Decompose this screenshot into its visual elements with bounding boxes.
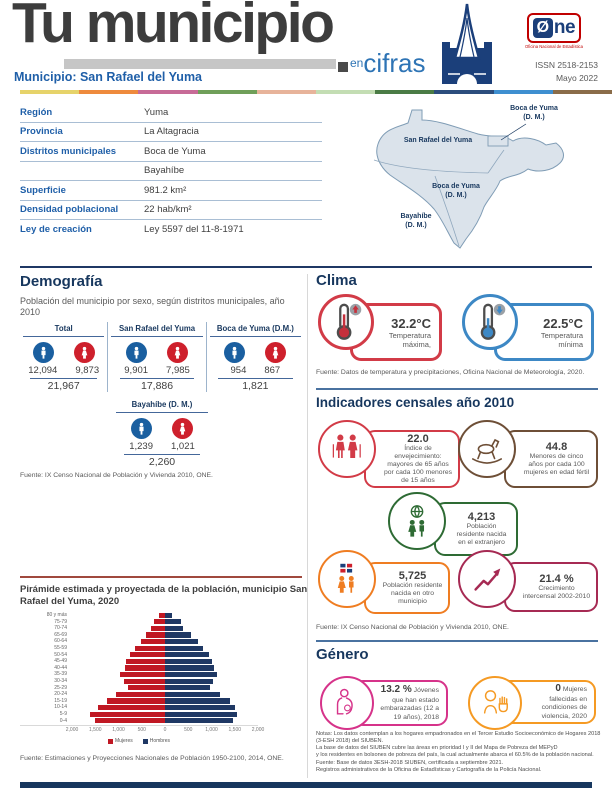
demografia-group-values [210, 365, 301, 376]
pyramid-age-label: 35-39 [54, 671, 67, 678]
pregnant-woman-icon [320, 676, 374, 730]
pyramid-bar-hombres [165, 632, 191, 637]
pyramid-axis-tick: 1,500 [88, 727, 102, 734]
column-divider [307, 274, 308, 778]
pyramid-row [20, 658, 304, 665]
indicadores-divider [316, 388, 598, 390]
legend-label: Hombres [149, 738, 171, 745]
pyramid-row [20, 612, 304, 619]
pyramid-bar-hombres [165, 712, 237, 717]
demografia-group-icons [111, 342, 202, 363]
legend-swatch-icon [143, 739, 148, 744]
info-row-value: 22 hab/km² [144, 204, 192, 216]
genero-note-line: Notas: Los datos contemplan a los hogares empadronados en el Tercer Estudio Socioeconómico de Hogares 2018 [316, 731, 601, 737]
pyramid-age-label: 80 y más [46, 612, 67, 618]
male-icon [37, 346, 50, 359]
encifras-cifras: cifras [363, 48, 426, 78]
pyramid-legend [20, 738, 258, 744]
section-divider-top [20, 266, 592, 268]
pyramid-bar-hombres [165, 672, 217, 677]
info-row-value: Ley 5597 del 11-8-1971 [144, 223, 244, 235]
male-icon [130, 346, 143, 359]
pyramid-legend-item [143, 738, 170, 744]
pyramid-bar-hombres [165, 692, 220, 697]
pyramid-left-zone [72, 652, 165, 657]
foreign-born-value: 4,213 [467, 510, 496, 523]
pyramid-left-zone [72, 712, 165, 717]
stripe-segment [198, 90, 257, 94]
one-logo [510, 13, 598, 49]
pyramid-bar-mujeres [125, 665, 165, 670]
info-table-row [20, 123, 322, 143]
demografia-group [206, 322, 304, 392]
stripe-segment [553, 90, 612, 94]
map-label-san-rafael: San Rafael del Yuma [403, 137, 473, 144]
pyramid-right-zone [165, 672, 258, 677]
pyramid-left-zone [72, 718, 165, 723]
pyramid-row [20, 718, 304, 725]
pyramid-row [20, 625, 304, 632]
stripe-segment [434, 90, 493, 94]
genero-note-line: Registros administrativos de la Oficina de Estadísticas y Cartografía de la Policía Nacional. [316, 766, 542, 773]
pyramid-bar-hombres [165, 652, 209, 657]
male-count: 954 [230, 365, 247, 376]
square-bullet-icon [338, 62, 348, 72]
pyramid-row [20, 652, 304, 659]
municipio-heading: Municipio: San Rafael del Yuma [14, 70, 203, 84]
pyramid-left-zone [72, 632, 165, 637]
info-table-row [20, 181, 322, 201]
violence-deaths-value: 0 [555, 683, 561, 695]
pyramid-age-label: 5-9 [59, 710, 67, 717]
pyramid-age-label: 55-59 [54, 644, 67, 651]
temp-max-label: Temperatura máxima, [388, 330, 431, 349]
aging-index-card [364, 430, 460, 488]
male-icon-circle [224, 342, 245, 363]
monument-icon [430, 2, 504, 86]
pyramid-right-zone [165, 646, 258, 651]
pyramid-left-zone [72, 659, 165, 664]
pyramid-row [20, 685, 304, 692]
page-title: Tu municipio [12, 0, 333, 55]
info-row-value: Boca de Yuma [144, 145, 206, 157]
stripe-segment [20, 90, 79, 94]
female-icon-circle [74, 342, 95, 363]
female-count: 9,873 [75, 365, 100, 376]
pyramid-age-label: 40-44 [54, 664, 67, 671]
pyramid-left-zone [72, 639, 165, 644]
pyramid-row [20, 619, 304, 626]
one-logo-ne: ne [553, 17, 576, 38]
piramide-divider [20, 576, 302, 578]
demografia-group-header: Total [23, 322, 104, 337]
stripe-segment [494, 90, 553, 94]
genero-divider [316, 640, 598, 642]
pyramid-right-zone [165, 692, 258, 697]
temp-min-value: 22.5°C [543, 315, 583, 331]
female-icon [269, 346, 282, 359]
demografia-group-total: 1,821 [218, 378, 293, 392]
pyramid-right-zone [165, 659, 258, 664]
genero-title: Género [316, 646, 369, 663]
genero-note-line: La base de datos del SIUBEN cubre las áreas en prioridad I y II del Mapa de Pobreza del MEPyD [316, 745, 558, 752]
thermometer-down-icon [469, 301, 511, 343]
title-underline-bar [64, 59, 336, 69]
woman-stop-hand-icon [468, 676, 522, 730]
male-icon [228, 346, 241, 359]
other-municipality-card [364, 562, 450, 614]
issue-date: Mayo 2022 [555, 73, 598, 83]
pyramid-left-zone [72, 672, 165, 677]
pyramid-age-label: 25-29 [54, 684, 67, 691]
info-table [20, 103, 322, 239]
teen-pregnancy-label: Jóvenes que han estado embarazadas (12 a 19 años), 2018 [380, 687, 439, 721]
one-logo-o-icon: Ø [533, 18, 553, 38]
pyramid-age-label: 45-49 [54, 658, 67, 665]
pyramid-age-label: 30-34 [54, 677, 67, 684]
demografia-group-values [116, 441, 208, 452]
pyramid-axis-tick: 1,000 [112, 727, 125, 734]
intercensal-growth-value: 21.4 % [539, 572, 574, 585]
pyramid-bar-hombres [165, 613, 172, 618]
female-count: 7,985 [166, 365, 190, 376]
genero-note-line: (3-ESH 2018) del SIUBEN. [316, 738, 384, 745]
map-label-bayahibe: Bayahíbe [400, 213, 432, 220]
clima-title: Clima [316, 272, 357, 289]
encifras-wordmark [338, 50, 425, 77]
demografia-group [107, 322, 205, 392]
pyramid-row [20, 678, 304, 685]
pyramid-bar-mujeres [116, 692, 165, 697]
pyramid-left-zone [72, 698, 165, 703]
svg-text:(D. M.): (D. M.) [405, 222, 427, 229]
pyramid-bar-hombres [165, 718, 233, 723]
pyramid-bar-mujeres [126, 659, 165, 664]
demografia-subtitle: Población del municipio por sexo, según distritos municipales, año 2010 [20, 296, 285, 318]
growth-arrow-icon [458, 550, 516, 608]
legend-label: Mujeres [114, 738, 133, 745]
violence-deaths-label: Mujeres fallecidas en condiciones de violencia, 2020 [541, 686, 587, 720]
stripe-segment [375, 90, 434, 94]
pyramid-left-zone [72, 665, 165, 670]
pyramid-bar-mujeres [90, 712, 165, 717]
pyramid-right-zone [165, 613, 258, 618]
pyramid-age-label: 10-14 [54, 704, 67, 711]
male-count: 12,094 [28, 365, 58, 376]
clima-fuente: Fuente: Datos de temperatura y precipitaciones, Oficina Nacional de Meteorología, 2020. [316, 369, 585, 376]
pyramid-right-zone [165, 639, 258, 644]
pyramid-axis-tick: 2,000 [251, 727, 265, 734]
pyramid-age-label: 0-4 [59, 717, 67, 724]
footer-bar [20, 782, 592, 788]
genero-note-line: y los residentes en bolsones de pobreza del país, la cual actualmente abarca el 60.5% de la población nacional. [316, 752, 594, 759]
pyramid-left-zone [72, 613, 165, 618]
pyramid-bar-mujeres [141, 639, 165, 644]
male-count: 9,901 [124, 365, 149, 376]
demografia-group-values [111, 365, 202, 376]
info-table-row [20, 220, 322, 239]
temp-max-circle [318, 294, 374, 350]
pyramid-bar-hombres [165, 685, 210, 690]
pyramid-axis-tick: 2,000 [65, 727, 79, 734]
globe-people-icon [388, 492, 446, 550]
stripe-segment [316, 90, 375, 94]
pyramid-bar-mujeres [120, 672, 165, 677]
info-row-label: Densidad poblacional [20, 204, 119, 216]
map-label-pointer [501, 124, 526, 140]
genero-notes [316, 731, 602, 774]
pyramid-row [20, 691, 304, 698]
info-table-row [20, 201, 322, 221]
pyramid-bar-hombres [165, 679, 213, 684]
info-row-value: Yuma [144, 106, 169, 118]
pyramid-right-zone [165, 652, 258, 657]
pyramid-right-zone [165, 685, 258, 690]
info-row-label: Distritos municipales [20, 145, 117, 157]
svg-text:(D. M.): (D. M.) [523, 114, 545, 121]
info-row-label: Superficie [20, 184, 66, 196]
pyramid-axis-tick: 500 [137, 727, 146, 734]
male-count: 1,239 [129, 441, 153, 452]
piramide-fuente: Fuente: Estimaciones y Proyecciones Nacionales de Población 1950-2100, 2014, ONE. [20, 755, 284, 762]
pyramid-axis [20, 725, 265, 735]
female-icon [78, 346, 91, 359]
pyramid-bar-hombres [165, 698, 230, 703]
aging-index-label: Índice de envejecimiento: mayores de 65 años por cada 100 menores de 15 años [384, 444, 453, 485]
demografia-table [20, 322, 304, 468]
demografia-group-header: Boca de Yuma (D.M.) [210, 322, 301, 337]
pyramid-left-zone [72, 705, 165, 710]
temp-min-circle [462, 294, 518, 350]
pyramid-left-zone [72, 619, 165, 624]
demografia-group-total: 2,260 [124, 454, 199, 468]
pyramid-row [20, 711, 304, 718]
stripe-segment [257, 90, 316, 94]
one-logo-box [527, 13, 581, 43]
pyramid-rows [20, 612, 304, 724]
pyramid-age-label: 20-24 [54, 691, 67, 698]
demografia-group-icons [116, 418, 208, 439]
pyramid-right-zone [165, 619, 258, 624]
info-table-row [20, 162, 322, 182]
under-five-card [504, 430, 598, 488]
pyramid-right-zone [165, 705, 258, 710]
pyramid-axis-tick: 1,000 [205, 727, 218, 734]
other-municipality-value: 5,725 [398, 569, 427, 582]
male-icon-circle [131, 418, 152, 439]
pyramid-bar-mujeres [146, 632, 166, 637]
female-icon-circle [167, 342, 188, 363]
pyramid-bar-hombres [165, 646, 203, 651]
foreign-born-label: Población residente nacida en el extranjero [456, 522, 507, 546]
foreign-born-card [434, 502, 518, 556]
intercensal-growth-label: Crecimiento intercensal 2002-2010 [522, 584, 591, 600]
pyramid-axis-tick: 1,500 [228, 727, 242, 734]
info-table-row [20, 103, 322, 123]
female-icon-circle [265, 342, 286, 363]
pyramid-right-zone [165, 712, 258, 717]
demografia-group-icons [23, 342, 104, 363]
one-logo-caption: Oficina Nacional de Estadística [525, 44, 583, 49]
info-table-row [20, 142, 322, 162]
pyramid-axis-tick: 0 [163, 727, 167, 734]
demografia-fuente: Fuente: IX Censo Nacional de Población y Vivienda 2010, ONE. [20, 472, 213, 479]
pyramid-row [20, 698, 304, 705]
under-five-label: Menores de cinco años por cada 100 mujeres en edad fértil [523, 452, 590, 476]
population-pyramid-chart [20, 612, 304, 744]
demografia-group-header: Bayahíbe (D. M.) [116, 398, 208, 413]
pyramid-right-zone [165, 679, 258, 684]
pyramid-right-zone [165, 632, 258, 637]
pyramid-right-zone [165, 698, 258, 703]
pyramid-age-label: 50-54 [54, 651, 67, 658]
pyramid-row [20, 638, 304, 645]
piramide-title: Pirámide estimada y proyectada de la población, municipio San Rafael del Yuma, 2020 [20, 584, 308, 607]
demografia-group [113, 398, 211, 468]
pyramid-bar-mujeres [107, 698, 165, 703]
pyramid-row [20, 704, 304, 711]
pyramid-bar-mujeres [130, 652, 165, 657]
male-icon [135, 422, 148, 435]
pyramid-left-zone [72, 679, 165, 684]
intercensal-growth-card [504, 562, 598, 612]
elderly-couple-icon [318, 420, 376, 478]
demografia-title: Demografía [20, 273, 103, 290]
pyramid-bar-mujeres [151, 626, 165, 631]
pyramid-left-zone [72, 685, 165, 690]
pyramid-bar-mujeres [135, 646, 165, 651]
pyramid-axis-tick: 500 [184, 727, 193, 734]
pyramid-right-zone [165, 665, 258, 670]
pyramid-bar-hombres [165, 665, 214, 670]
thermometer-up-icon [325, 301, 367, 343]
map-label-boca-centro: Boca de Yuma [432, 183, 480, 190]
pyramid-bar-mujeres [128, 685, 165, 690]
aging-index-value: 22.0 [407, 432, 429, 445]
pyramid-row [20, 665, 304, 672]
flag-people-icon [318, 550, 376, 608]
svg-text:(D. M.): (D. M.) [445, 192, 467, 199]
teen-pregnancy-value: 13.2 % [380, 684, 412, 696]
indicadores-title: Indicadores censales año 2010 [316, 395, 515, 410]
genero-note-line: Fuente: Base de datos 3ESH-2018 SIUBEN, certificada a septiembre 2021. [316, 759, 504, 766]
male-icon-circle [33, 342, 54, 363]
encifras-en: en [350, 56, 364, 70]
pyramid-bar-mujeres [154, 619, 165, 624]
info-row-value: 981.2 km² [144, 184, 187, 196]
female-icon [176, 422, 189, 435]
pyramid-bar-hombres [165, 659, 212, 664]
pyramid-row [20, 645, 304, 652]
info-row-label: Ley de creación [20, 223, 92, 235]
info-row-label: Región [20, 106, 53, 118]
pyramid-bar-mujeres [98, 705, 165, 710]
pyramid-right-zone [165, 626, 258, 631]
demografia-table-row2 [20, 398, 304, 468]
male-icon-circle [126, 342, 147, 363]
indicadores-fuente: Fuente: IX Censo Nacional de Población y Vivienda 2010, ONE. [316, 624, 509, 631]
pyramid-age-label: 70-74 [54, 625, 67, 632]
pyramid-row [20, 671, 304, 678]
pyramid-row [20, 632, 304, 639]
pyramid-bar-mujeres [95, 718, 165, 723]
demografia-group-icons [210, 342, 301, 363]
temp-min-label: Temperatura mínima [540, 330, 583, 349]
legend-swatch-icon [108, 739, 113, 744]
pyramid-legend-item [108, 738, 133, 744]
female-count: 1,021 [171, 441, 195, 452]
rocking-horse-icon [458, 420, 516, 478]
municipality-map [338, 98, 604, 260]
pyramid-bar-hombres [165, 639, 198, 644]
demografia-group [20, 322, 107, 392]
info-row-value: La Altagracia [144, 126, 199, 138]
pyramid-right-zone [165, 718, 258, 723]
stripe-segment [79, 90, 138, 94]
female-icon [171, 346, 184, 359]
under-five-value: 44.8 [545, 440, 568, 453]
info-row-value: Bayahíbe [144, 165, 185, 177]
stripe-segment [138, 90, 197, 94]
temp-max-value: 32.2°C [391, 315, 431, 331]
pyramid-left-zone [72, 626, 165, 631]
info-row-label: Provincia [20, 126, 63, 138]
pyramid-age-label: 65-69 [54, 631, 67, 638]
demografia-group-values [23, 365, 104, 376]
female-count: 867 [264, 365, 281, 376]
pyramid-left-zone [72, 646, 165, 651]
pyramid-bar-mujeres [124, 679, 165, 684]
pyramid-age-label: 60-64 [54, 638, 67, 645]
pyramid-age-label: 15-19 [54, 697, 67, 704]
demografia-group-total: 21,967 [30, 378, 97, 392]
pyramid-bar-hombres [165, 626, 183, 631]
map-label-boca-norte: Boca de Yuma [510, 105, 558, 112]
pyramid-left-zone [72, 692, 165, 697]
pyramid-age-label: 75-79 [54, 618, 67, 625]
pyramid-bar-hombres [165, 619, 181, 624]
demografia-table-row1 [20, 322, 304, 392]
color-stripe [20, 90, 612, 94]
demografia-group-header: San Rafael del Yuma [111, 322, 202, 337]
pyramid-bar-hombres [165, 705, 235, 710]
demografia-group-total: 17,886 [120, 378, 195, 392]
female-icon-circle [172, 418, 193, 439]
issn-number: ISSN 2518-2153 [535, 60, 598, 70]
other-municipality-label: Población residente nacida en otro municipio [382, 581, 443, 605]
